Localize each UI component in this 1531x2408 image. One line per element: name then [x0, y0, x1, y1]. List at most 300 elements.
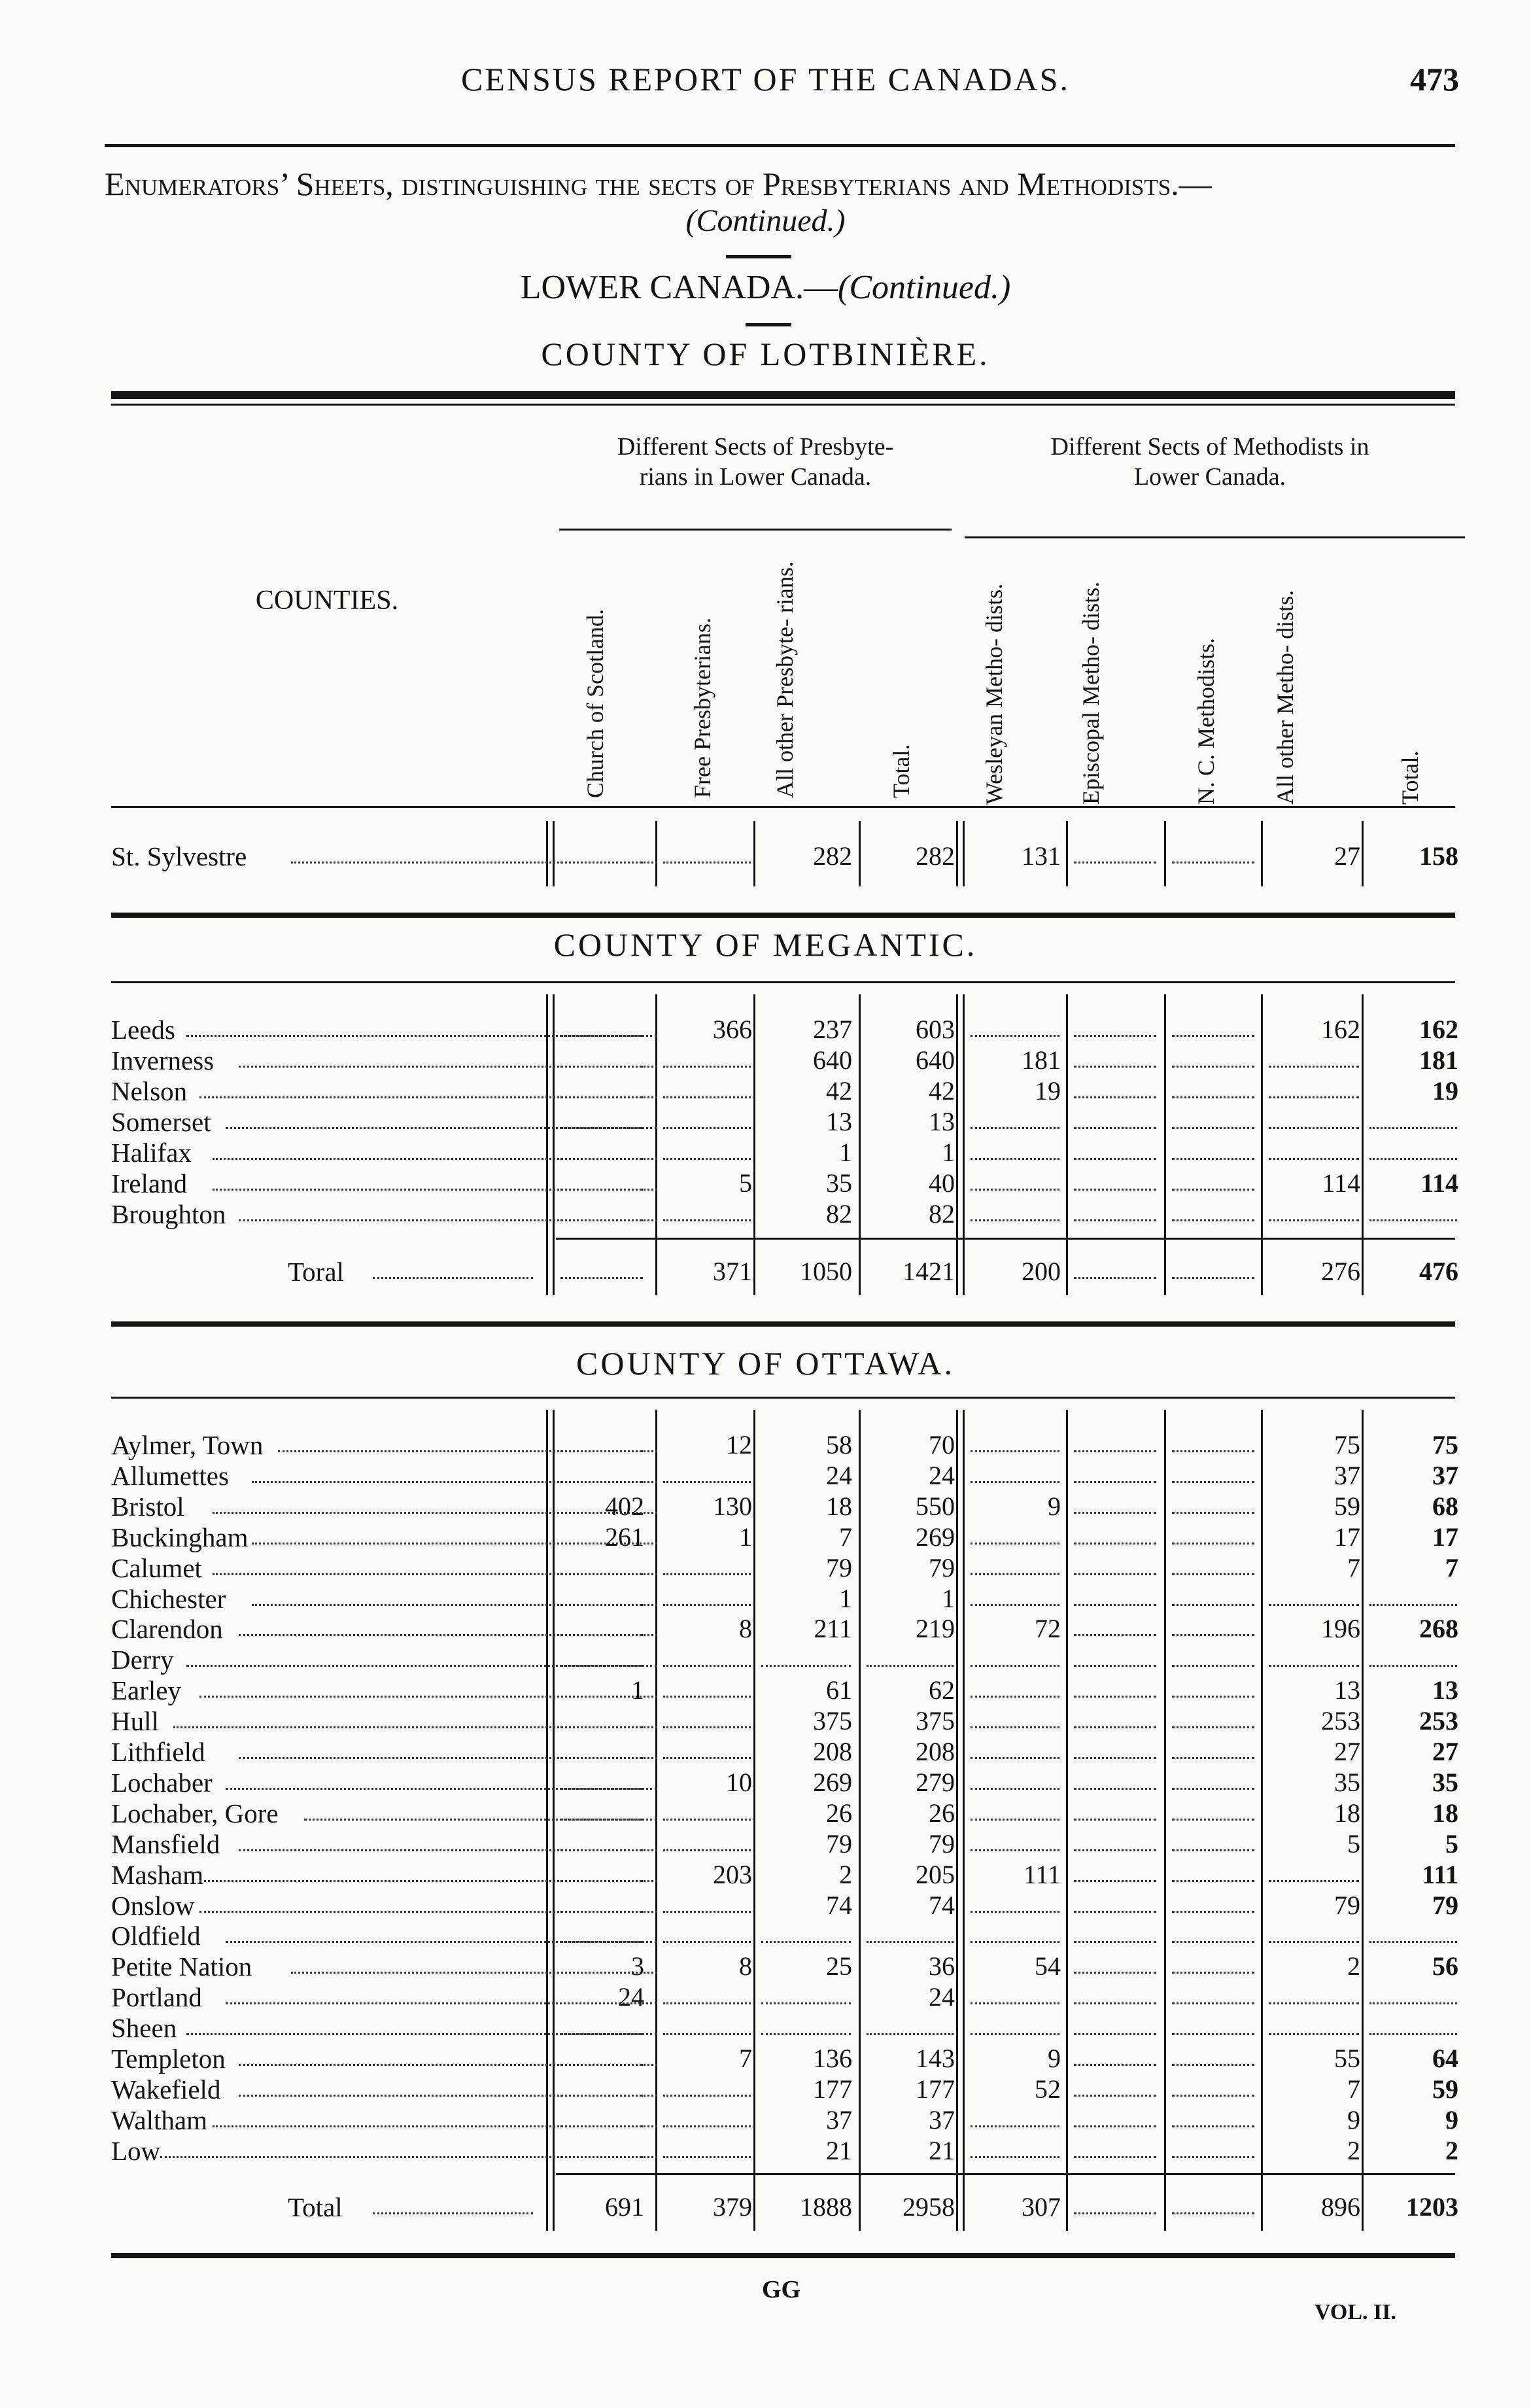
empty-cell — [560, 862, 643, 864]
value-cell: 640 — [813, 1045, 852, 1075]
empty-cell — [867, 2033, 954, 2035]
empty-cell — [560, 1911, 643, 1913]
county-name: Waltham — [111, 2104, 207, 2135]
value-cell: 640 — [916, 1045, 955, 1075]
empty-cell — [1369, 1219, 1457, 1221]
county-name: Lochaber — [111, 1767, 213, 1798]
empty-cell — [1172, 2033, 1254, 2035]
empty-cell — [560, 1941, 643, 1943]
value-cell: 7 — [1445, 1552, 1458, 1582]
county-name: Inverness — [111, 1045, 215, 1075]
value-cell: 269 — [813, 1767, 852, 1797]
empty-cell — [1269, 1158, 1359, 1160]
table-row — [0, 1951, 1531, 1981]
value-cell: 111 — [1422, 1859, 1458, 1889]
empty-cell — [1074, 2064, 1156, 2066]
empty-cell — [1269, 1066, 1359, 1068]
empty-cell — [1074, 1941, 1156, 1943]
value-cell: 375 — [813, 1706, 852, 1736]
value-cell: 7 — [1347, 1552, 1360, 1582]
value-cell: 114 — [1322, 1168, 1360, 1198]
value-cell: 158 — [1419, 841, 1458, 871]
value-cell: 1 — [839, 1138, 852, 1167]
table-row — [0, 1736, 1531, 1767]
empty-cell — [971, 1450, 1059, 1452]
county-name: Templeton — [111, 2044, 226, 2074]
value-cell: 9 — [1445, 2104, 1458, 2135]
header-bottom-rule — [111, 806, 1455, 808]
empty-cell — [1172, 1696, 1254, 1698]
empty-cell — [1074, 1066, 1156, 1068]
value-cell: 79 — [826, 1552, 852, 1582]
empty-cell — [560, 1757, 643, 1759]
empty-cell — [761, 2033, 851, 2035]
title-continued: (Continued.) — [685, 203, 846, 238]
empty-cell — [663, 1219, 751, 1221]
table-row — [0, 1460, 1531, 1491]
value-cell: 9 — [1048, 2044, 1061, 2073]
value-cell: 19 — [1035, 1076, 1061, 1106]
value-cell: 366 — [713, 1015, 752, 1044]
table-row — [0, 1981, 1531, 2012]
empty-cell — [1172, 1757, 1254, 1759]
empty-cell — [1074, 1573, 1156, 1575]
section-title: COUNTY OF OTTAWA. — [576, 1345, 955, 1382]
section-bottom-rule — [111, 1321, 1455, 1327]
empty-cell — [971, 2002, 1059, 2004]
empty-cell — [1369, 1604, 1457, 1606]
empty-cell — [1074, 2095, 1156, 2097]
empty-cell — [560, 1573, 643, 1575]
value-cell: 268 — [1419, 1614, 1458, 1644]
empty-cell — [1074, 1481, 1156, 1483]
table-row — [0, 1890, 1531, 1921]
county-name: Onslow — [111, 1890, 195, 1921]
value-cell: 35 — [1334, 1767, 1360, 1797]
value-cell: 219 — [916, 1614, 955, 1644]
col-header-wesleyan: Wesleyan Metho- dists. — [981, 583, 1007, 805]
empty-cell — [1172, 1972, 1254, 1974]
empty-cell — [971, 2156, 1059, 2158]
empty-cell — [971, 1941, 1059, 1943]
value-cell: 402 — [605, 1491, 644, 1521]
empty-cell — [1074, 1972, 1156, 1974]
section-bottom-rule — [111, 913, 1455, 918]
value-cell: 35 — [826, 1168, 852, 1198]
empty-cell — [971, 1219, 1059, 1221]
empty-cell — [560, 1158, 643, 1160]
empty-cell — [1172, 1819, 1254, 1821]
value-cell: 26 — [826, 1798, 852, 1828]
table-row — [0, 1920, 1531, 1951]
empty-cell — [1369, 1127, 1457, 1129]
table-row — [0, 2012, 1531, 2043]
value-cell: 375 — [916, 1706, 955, 1736]
empty-cell — [1172, 2064, 1254, 2066]
empty-cell — [663, 1941, 751, 1943]
total-row — [0, 2191, 1531, 2224]
total-cell: 1888 — [800, 2192, 852, 2222]
empty-cell — [560, 1450, 643, 1452]
empty-cell — [1369, 2033, 1457, 2035]
title-rule — [726, 255, 791, 258]
value-cell: 75 — [1334, 1430, 1360, 1459]
empty-cell — [1172, 1481, 1254, 1483]
table-row — [0, 2074, 1531, 2104]
empty-cell — [560, 1035, 643, 1037]
value-cell: 5 — [1445, 1828, 1458, 1858]
county-name: Oldfield — [111, 1921, 201, 1951]
empty-cell — [971, 1573, 1059, 1575]
empty-cell — [1172, 1634, 1254, 1636]
empty-cell — [663, 1604, 751, 1606]
value-cell: 181 — [1419, 1045, 1458, 1075]
empty-cell — [1269, 2002, 1359, 2004]
county-name: Ireland — [111, 1168, 188, 1198]
empty-cell — [663, 1757, 751, 1759]
value-cell: 550 — [916, 1491, 955, 1521]
header-rule — [105, 144, 1455, 147]
empty-cell — [560, 2064, 643, 2066]
empty-cell — [560, 2156, 643, 2158]
total-cell: 276 — [1321, 1257, 1360, 1286]
county-name: Buckingham — [111, 1522, 249, 1552]
empty-cell — [971, 1604, 1059, 1606]
table-row — [0, 1429, 1531, 1460]
total-rule — [556, 1238, 1455, 1240]
value-cell: 24 — [618, 1982, 644, 2012]
value-cell: 52 — [1035, 2074, 1061, 2104]
value-cell: 203 — [713, 1859, 752, 1889]
empty-cell — [1074, 1911, 1156, 1913]
value-cell: 5 — [1347, 1828, 1360, 1858]
empty-cell — [1074, 1634, 1156, 1636]
empty-cell — [1172, 1066, 1254, 1068]
empty-cell — [663, 1481, 751, 1483]
empty-cell — [971, 1035, 1059, 1037]
value-cell: 24 — [929, 1460, 955, 1490]
section-header-rule — [111, 1397, 1455, 1399]
empty-cell — [971, 1849, 1059, 1851]
table-row — [0, 841, 1531, 873]
total-cell: 1050 — [800, 1257, 852, 1286]
empty-cell — [663, 1849, 751, 1851]
value-cell: 237 — [813, 1015, 852, 1044]
empty-cell — [867, 1941, 954, 1943]
leader-dots — [373, 2212, 533, 2214]
empty-cell — [560, 2125, 643, 2127]
value-cell: 131 — [1022, 841, 1061, 871]
empty-cell — [1172, 1665, 1254, 1667]
total-cell: 476 — [1419, 1257, 1458, 1286]
region-title: LOWER CANADA.—(Continued.) — [520, 269, 1011, 306]
empty-cell — [1172, 1726, 1254, 1728]
value-cell: 27 — [1334, 841, 1360, 871]
empty-cell — [663, 2125, 751, 2127]
value-cell: 282 — [916, 841, 955, 871]
table-bottom-rule — [111, 2253, 1455, 2258]
empty-cell — [1074, 2156, 1156, 2158]
table-row — [0, 1705, 1531, 1736]
col-header-free-presbyterians: Free Presbyterians. — [689, 618, 715, 798]
empty-cell — [1172, 1512, 1254, 1514]
county-name: Wakefield — [111, 2074, 221, 2104]
col-header-other-methodists: All other Metho- dists. — [1272, 590, 1298, 805]
value-cell: 56 — [1432, 1951, 1458, 1981]
county-name: Leeds — [111, 1015, 175, 1045]
value-cell: 1 — [631, 1675, 644, 1705]
value-cell: 37 — [1334, 1460, 1360, 1490]
value-cell: 8 — [739, 1951, 752, 1981]
empty-cell — [663, 2095, 751, 2097]
value-cell: 36 — [929, 1951, 955, 1981]
value-cell: 59 — [1432, 2074, 1458, 2104]
table-row — [0, 1828, 1531, 1859]
value-cell: 2 — [1445, 2135, 1458, 2165]
empty-cell — [1074, 1849, 1156, 1851]
value-cell: 26 — [929, 1798, 955, 1828]
table-top-rule — [111, 391, 1455, 399]
empty-cell — [1172, 1788, 1254, 1790]
page-number: 473 — [1410, 61, 1459, 97]
value-cell: 17 — [1334, 1522, 1360, 1552]
empty-cell — [1074, 1665, 1156, 1667]
table-title: Enumerators’ Sheets, distinguishing the sects of Presbyterians and Methodists.— — [105, 166, 1212, 202]
empty-cell — [560, 1849, 643, 1851]
empty-cell — [1369, 1665, 1457, 1667]
col-header-presby-total: Total. — [888, 744, 914, 798]
value-cell: 27 — [1432, 1737, 1458, 1766]
value-cell: 196 — [1321, 1614, 1360, 1644]
empty-cell — [1074, 1219, 1156, 1221]
county-name: Portland — [111, 1982, 202, 2013]
col-header-meth-total: Total. — [1397, 750, 1423, 805]
table-row — [0, 1106, 1531, 1137]
empty-cell — [971, 1911, 1059, 1913]
total-rule — [556, 2173, 1455, 2175]
value-cell: 42 — [929, 1076, 955, 1106]
empty-cell — [1172, 2212, 1254, 2214]
value-cell: 59 — [1334, 1491, 1360, 1521]
table-row — [0, 1491, 1531, 1522]
value-cell: 79 — [1334, 1890, 1360, 1920]
value-cell: 162 — [1321, 1015, 1360, 1044]
value-cell: 208 — [813, 1737, 852, 1766]
empty-cell — [1172, 1035, 1254, 1037]
empty-cell — [971, 1127, 1059, 1129]
value-cell: 208 — [916, 1737, 955, 1766]
value-cell: 19 — [1432, 1076, 1458, 1106]
empty-cell — [1074, 1788, 1156, 1790]
table-row — [0, 1798, 1531, 1828]
empty-cell — [663, 1911, 751, 1913]
county-name: Derry — [111, 1645, 174, 1675]
empty-cell — [1074, 1726, 1156, 1728]
empty-cell — [971, 1819, 1059, 1821]
empty-cell — [560, 1788, 643, 1790]
empty-cell — [1074, 1450, 1156, 1452]
value-cell: 8 — [739, 1614, 752, 1644]
value-cell: 13 — [1432, 1675, 1458, 1705]
total-cell: 200 — [1022, 1257, 1061, 1286]
empty-cell — [663, 1573, 751, 1575]
empty-cell — [1074, 2125, 1156, 2127]
empty-cell — [1074, 1096, 1156, 1098]
empty-cell — [1172, 1219, 1254, 1221]
value-cell: 253 — [1419, 1706, 1458, 1736]
empty-cell — [1172, 1543, 1254, 1544]
empty-cell — [1074, 1696, 1156, 1698]
empty-cell — [1369, 1941, 1457, 1943]
value-cell: 27 — [1334, 1737, 1360, 1766]
table-top-rule-thin — [111, 404, 1455, 406]
empty-cell — [1074, 2002, 1156, 2004]
empty-cell — [971, 1788, 1059, 1790]
empty-cell — [971, 1189, 1059, 1191]
value-cell: 79 — [1432, 1890, 1458, 1920]
value-cell: 12 — [726, 1430, 752, 1459]
county-name: Masham — [111, 1859, 204, 1890]
value-cell: 3 — [631, 1951, 644, 1981]
empty-cell — [1074, 2212, 1156, 2214]
region-rule — [746, 323, 791, 326]
county-name: Somerset — [111, 1107, 211, 1137]
empty-cell — [761, 1665, 851, 1667]
value-cell: 143 — [916, 2044, 955, 2073]
value-cell: 55 — [1334, 2044, 1360, 2073]
empty-cell — [971, 1665, 1059, 1667]
county-name: Bristol — [111, 1491, 184, 1522]
empty-cell — [560, 1819, 643, 1821]
empty-cell — [663, 1158, 751, 1160]
total-label: Toral — [288, 1257, 344, 1287]
county-name: Clarendon — [111, 1614, 223, 1645]
empty-cell — [1172, 1911, 1254, 1913]
table-row — [0, 1045, 1531, 1075]
running-head — [0, 60, 1531, 113]
value-cell: 114 — [1420, 1168, 1458, 1198]
empty-cell — [1172, 1573, 1254, 1575]
county-name: Low — [111, 2135, 161, 2166]
empty-cell — [560, 1880, 643, 1882]
value-cell: 111 — [1023, 1859, 1061, 1889]
value-cell: 2 — [1347, 1951, 1360, 1981]
value-cell: 1 — [839, 1583, 852, 1613]
value-cell: 1 — [942, 1583, 955, 1613]
table-row — [0, 1137, 1531, 1168]
value-cell: 18 — [1334, 1798, 1360, 1828]
empty-cell — [1074, 1035, 1156, 1037]
table-row — [0, 1767, 1531, 1798]
county-name: Lithfield — [111, 1737, 205, 1767]
empty-cell — [971, 1158, 1059, 1160]
total-cell: 1203 — [1406, 2192, 1458, 2222]
empty-cell — [1269, 1880, 1359, 1882]
value-cell: 37 — [1432, 1460, 1458, 1490]
value-cell: 5 — [739, 1168, 752, 1198]
county-name: Aylmer, Town — [111, 1430, 264, 1460]
value-cell: 79 — [826, 1828, 852, 1858]
empty-cell — [663, 1096, 751, 1098]
empty-cell — [1074, 1512, 1156, 1514]
table-row — [0, 1014, 1531, 1045]
value-cell: 13 — [1334, 1675, 1360, 1705]
empty-cell — [1172, 1127, 1254, 1129]
empty-cell — [663, 1665, 751, 1667]
value-cell: 24 — [826, 1460, 852, 1490]
empty-cell — [663, 2002, 751, 2004]
value-cell: 68 — [1432, 1491, 1458, 1521]
empty-cell — [663, 862, 751, 864]
empty-cell — [1269, 1127, 1359, 1129]
empty-cell — [1074, 1277, 1156, 1279]
county-name: Earley — [111, 1675, 181, 1706]
total-label: Total — [288, 2192, 343, 2222]
value-cell: 70 — [929, 1430, 955, 1459]
value-cell: 58 — [826, 1430, 852, 1459]
empty-cell — [663, 1726, 751, 1728]
county-name: Halifax — [111, 1138, 192, 1168]
county-name: Sheen — [111, 2013, 177, 2044]
value-cell: 54 — [1035, 1951, 1061, 1981]
value-cell: 9 — [1048, 1491, 1061, 1521]
table-row — [0, 1644, 1531, 1675]
value-cell: 74 — [826, 1890, 852, 1920]
value-cell: 177 — [813, 2074, 852, 2104]
section-title: COUNTY OF MEGANTIC. — [553, 926, 978, 963]
value-cell: 279 — [916, 1767, 955, 1797]
value-cell: 62 — [929, 1675, 955, 1705]
total-cell: 371 — [713, 1257, 752, 1286]
value-cell: 13 — [826, 1107, 852, 1136]
value-cell: 130 — [713, 1491, 752, 1521]
empty-cell — [560, 1127, 643, 1129]
section-header-rule — [111, 981, 1455, 983]
empty-cell — [1074, 1543, 1156, 1544]
county-name: Hull — [111, 1706, 159, 1737]
empty-cell — [1074, 1189, 1156, 1191]
county-name: Chichester — [111, 1583, 226, 1614]
empty-cell — [560, 1277, 643, 1279]
col-header-counties: COUNTIES. — [255, 585, 399, 616]
value-cell: 7 — [739, 2044, 752, 2073]
value-cell: 61 — [826, 1675, 852, 1705]
value-cell: 1 — [942, 1138, 955, 1167]
value-cell: 136 — [813, 2044, 852, 2073]
value-cell: 7 — [839, 1522, 852, 1552]
total-row — [0, 1256, 1531, 1289]
page-header-title: CENSUS REPORT OF THE CANADAS. — [461, 61, 1070, 97]
value-cell: 37 — [929, 2104, 955, 2135]
empty-cell — [1074, 862, 1156, 864]
empty-cell — [1172, 2095, 1254, 2097]
value-cell: 82 — [929, 1199, 955, 1229]
empty-cell — [663, 1819, 751, 1821]
volume-mark: VOL. II. — [1315, 2300, 1396, 2324]
empty-cell — [1074, 1604, 1156, 1606]
group-underline-meth — [965, 536, 1465, 538]
empty-cell — [560, 1219, 643, 1221]
value-cell: 211 — [814, 1614, 852, 1644]
empty-cell — [1074, 1880, 1156, 1882]
col-header-church-of-scotland: Church of Scotland. — [582, 609, 608, 798]
empty-cell — [1074, 1819, 1156, 1821]
total-cell: 896 — [1321, 2192, 1360, 2222]
total-cell: 1421 — [903, 1257, 955, 1286]
empty-cell — [971, 1757, 1059, 1759]
empty-cell — [560, 2095, 643, 2097]
county-name: Mansfield — [111, 1828, 220, 1859]
